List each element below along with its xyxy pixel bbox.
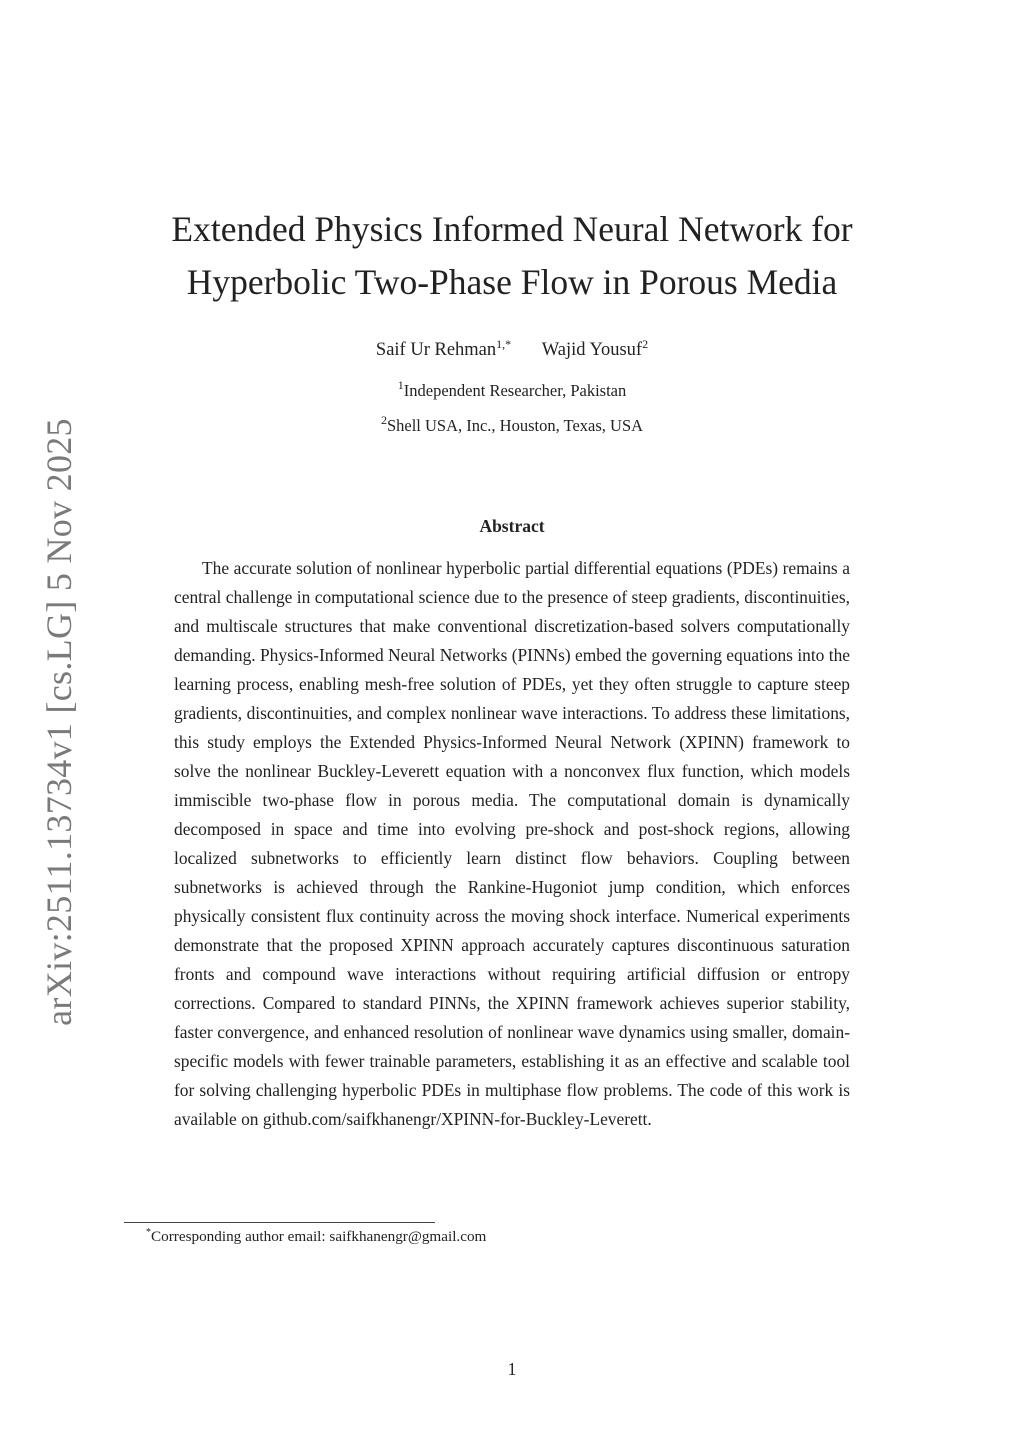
paper-title xyxy=(150,203,874,309)
affiliation-mark: 2 xyxy=(380,413,387,427)
footnote-mark: * xyxy=(146,1227,151,1238)
abstract-heading: Abstract xyxy=(479,516,545,536)
author-1 xyxy=(375,337,512,361)
author-affiliation-marks: 1,* xyxy=(496,337,512,351)
affiliation-1 xyxy=(0,378,1024,401)
affiliation-text: Shell USA, Inc., Houston, Texas, USA xyxy=(386,416,644,435)
page-number: 1 xyxy=(507,1359,517,1379)
footnote-text: Corresponding author email: saifkhanengr@gmail.com xyxy=(151,1228,487,1245)
author-name: Saif Ur Rehman xyxy=(375,340,497,360)
arxiv-identifier-stamp: arXiv:2511.13734v1 [cs.LG] 5 Nov 2025 xyxy=(39,418,79,1026)
affiliation-text: Independent Researcher, Pakistan xyxy=(403,381,627,400)
author-affiliation-marks: 2 xyxy=(642,337,649,351)
footnote-divider xyxy=(124,1222,435,1223)
corresponding-author-footnote xyxy=(146,1228,486,1246)
author-2 xyxy=(541,337,649,361)
affiliation-mark: 1 xyxy=(397,378,404,392)
abstract-body: The accurate solution of nonlinear hyperbolic partial differential equations (PDEs) remains a central challenge in computational science due to the presence of steep gradients, discontinuities, and multiscale structures that make conventional discretization-based solvers computationally demanding. Physics-Informed Neural Networks (PINNs) embed the governing equations into the learning process, enabling mesh-free solution of PDEs, yet they often struggle to capture steep gradients, discontinuities, and complex nonlinear wave interactions. To address these limitations, this study employs the Extended Physics-Informed Neural Network (XPINN) framework to solve the nonlinear Buckley-Leverett equation with a nonconvex flux function, which models immiscible two-phase flow in porous media. The computational domain is dynamically decomposed in space and time into evolving pre-shock and post-shock regions, allowing localized subnetworks to efficiently learn distinct flow behaviors. Coupling between subnetworks is achieved through the Rankine-Hugoniot jump condition, which enforces physically consistent flux continuity across the moving shock interface. Numerical experiments demonstrate that the proposed XPINN approach accurately captures discontinuous saturation fronts and compound wave interactions without requiring artificial diffusion or entropy corrections. Compared to standard PINNs, the XPINN framework achieves superior stability, faster convergence, and enhanced resolution of nonlinear wave dynamics using smaller, domain-specific models with fewer trainable parameters, establishing it as an effective and scalable tool for solving challenging hyperbolic PDEs in multiphase flow problems. The code of this work is available on github.com/saifkhanengr/XPINN-for-Buckley-Leverett. xyxy=(174,558,850,1129)
author-list xyxy=(0,337,1024,361)
author-name: Wajid Yousuf xyxy=(541,340,643,360)
title-line-1: Extended Physics Informed Neural Network for xyxy=(171,209,853,249)
title-line-2: Hyperbolic Two-Phase Flow in Porous Media xyxy=(186,262,838,302)
affiliation-2 xyxy=(0,413,1024,436)
